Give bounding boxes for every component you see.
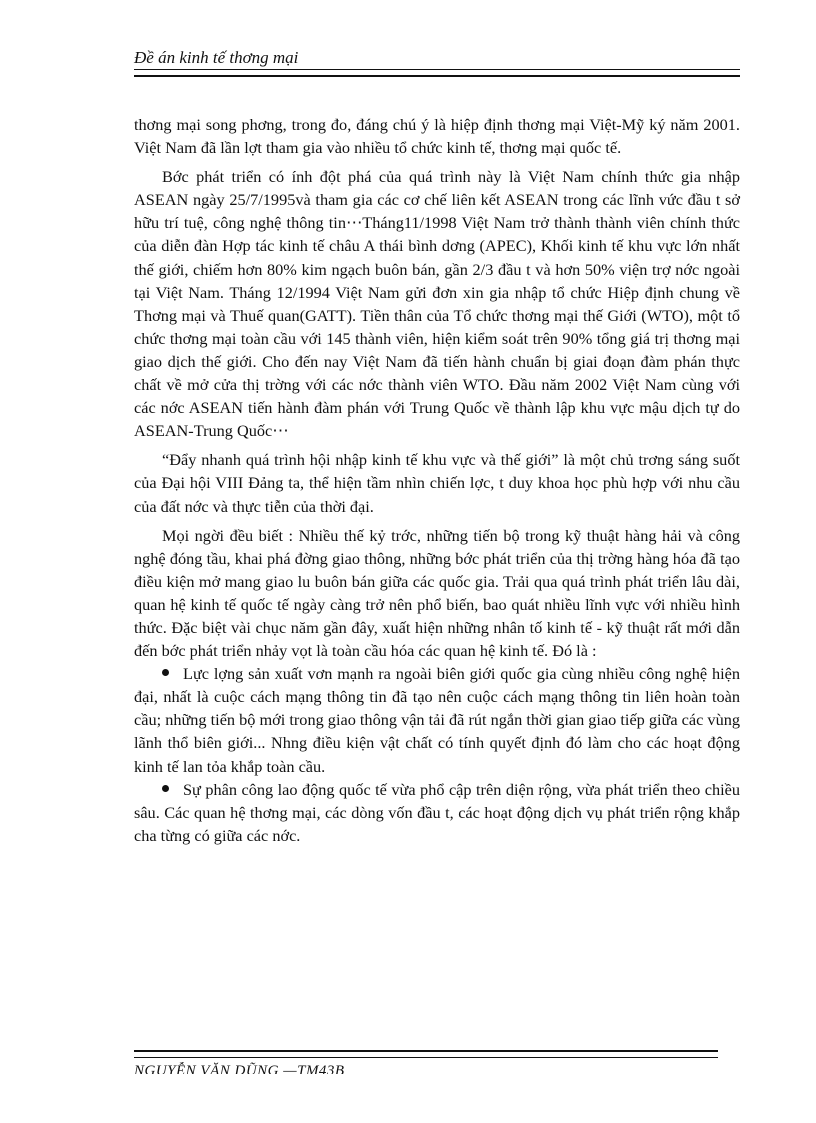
paragraph-asean: Bớc phát triển có ính đột phá của quá trình này là Việt Nam chính thức gia nhập ASEAN ngày 25/7/1995và tham gia các cơ chế liên kết ASEAN trong các lĩnh vức đầu t sở hữu trí tuệ, công nghệ thông tin⋯Tháng11/1998 Việt Nam trở thành thành viên chính thức của diễn đàn Hợp tác kinh tế châu A thái bình dơng (APEC), Khối kinh tế khu vực lớn nhất thế giới, chiếm hơn 80% kim ngạch buôn bán, gần 2/3 đầu t và hơn 50% viện trợ nớc ngoài tại Việt Nam. Tháng 12/1994 Việt Nam gửi đơn xin gia nhập tổ chức Hiệp định chung về Thơng mại và Thuế quan(GATT). Tiền thân của Tổ chức thơng mại thế Giới (WTO), một tổ chức thơng mại toàn cầu với 145 thành viên, hiện kiểm soát trên 90% tổng giá trị thơng mại giao dịch thế giới. Cho đến nay Việt Nam đã tiến hành chuẩn bị giai đoạn đàm phán thực chất về mở cửa thị trờng với các nớc thành viên WTO. Đầu năm 2002 Việt Nam cùng với các nớc ASEAN tiến hành đàm phán với Trung Quốc về thành lập khu vực mậu dịch tự do ASEAN-Trung Quốc⋯ (134, 167, 740, 441)
header-title: Đề án kinh tế thơng mại (134, 48, 299, 67)
bullet-icon (162, 669, 169, 676)
bullet-text: Sự phân công lao động quốc tế vừa phổ cập trên diện rộng, vừa phát triển theo chiều sâu. Các quan hệ thơng mại, các dòng vốn đầu t, các hoạt động dịch vụ phát triển rộng khắp cha từng có giữa các nớc. (134, 779, 740, 845)
footer-rule (134, 1050, 718, 1058)
footer-author: NGUYỄN VĂN DŨNG —TM43B (134, 1063, 345, 1074)
bullet-icon (162, 785, 169, 792)
paragraph-integration-policy: “Đẩy nhanh quá trình hội nhập kinh tế khu vực và thế giới” là một chủ trơng sáng suốt của Đại hội VIII Đảng ta, thể hiện tầm nhìn chiến lợc, t duy khoa học phù hợp với nhu cầu của đất nớc và thực tiễn của thời đại. (134, 450, 740, 516)
page-footer (134, 1050, 718, 1074)
page-header (134, 48, 740, 77)
bullet-item (134, 662, 740, 777)
bullet-text: Lực lợng sản xuất vơn mạnh ra ngoài biên giới quốc gia cùng nhiều công nghệ hiện đại, nhất là cuộc cách mạng thông tin đã tạo nên cuộc cách mạng thông tin liên hoàn toàn cầu; những tiến bộ mới trong giao thông vận tải đã rút ngắn thời gian giao tiếp giữa các vùng lãnh thổ biên giới... Nhng điều kiện vật chất có tính quyết định đó làm cho các hoạt động kinh tế lan tỏa khắp toàn cầu. (134, 664, 740, 776)
page-body (134, 113, 740, 847)
header-rule (134, 69, 740, 77)
paragraph-globalization: Mọi ngời đều biết : Nhiều thế kỷ trớc, những tiến bộ trong kỹ thuật hàng hải và công nghệ đóng tầu, khai phá đờng giao thông, những bớc phát triển của thị trờng hàng hóa đã tạo điều kiện mở mang giao lu buôn bán giữa các quốc gia. Trải qua quá trình phát triển lâu dài, quan hệ kinh tế quốc tế ngày càng trở nên phổ biến, bao quát nhiều lĩnh vực với nhiều hình thức. Đặc biệt vài chục năm gần đây, xuất hiện những nhân tố kinh tế - kỹ thuật rất mới dẫn đến bớc phát triển nhảy vọt là toàn cầu hóa các quan hệ kinh tế. Đó là : (134, 525, 740, 661)
paragraph-continuation: thơng mại song phơng, trong đo, đáng chú ý là hiệp định thơng mại Việt-Mỹ ký năm 2001. Việt Nam đã lần lợt tham gia vào nhiều tổ chức kinh tế, thơng mại quốc tế. (134, 115, 740, 158)
bullet-item (134, 778, 740, 847)
